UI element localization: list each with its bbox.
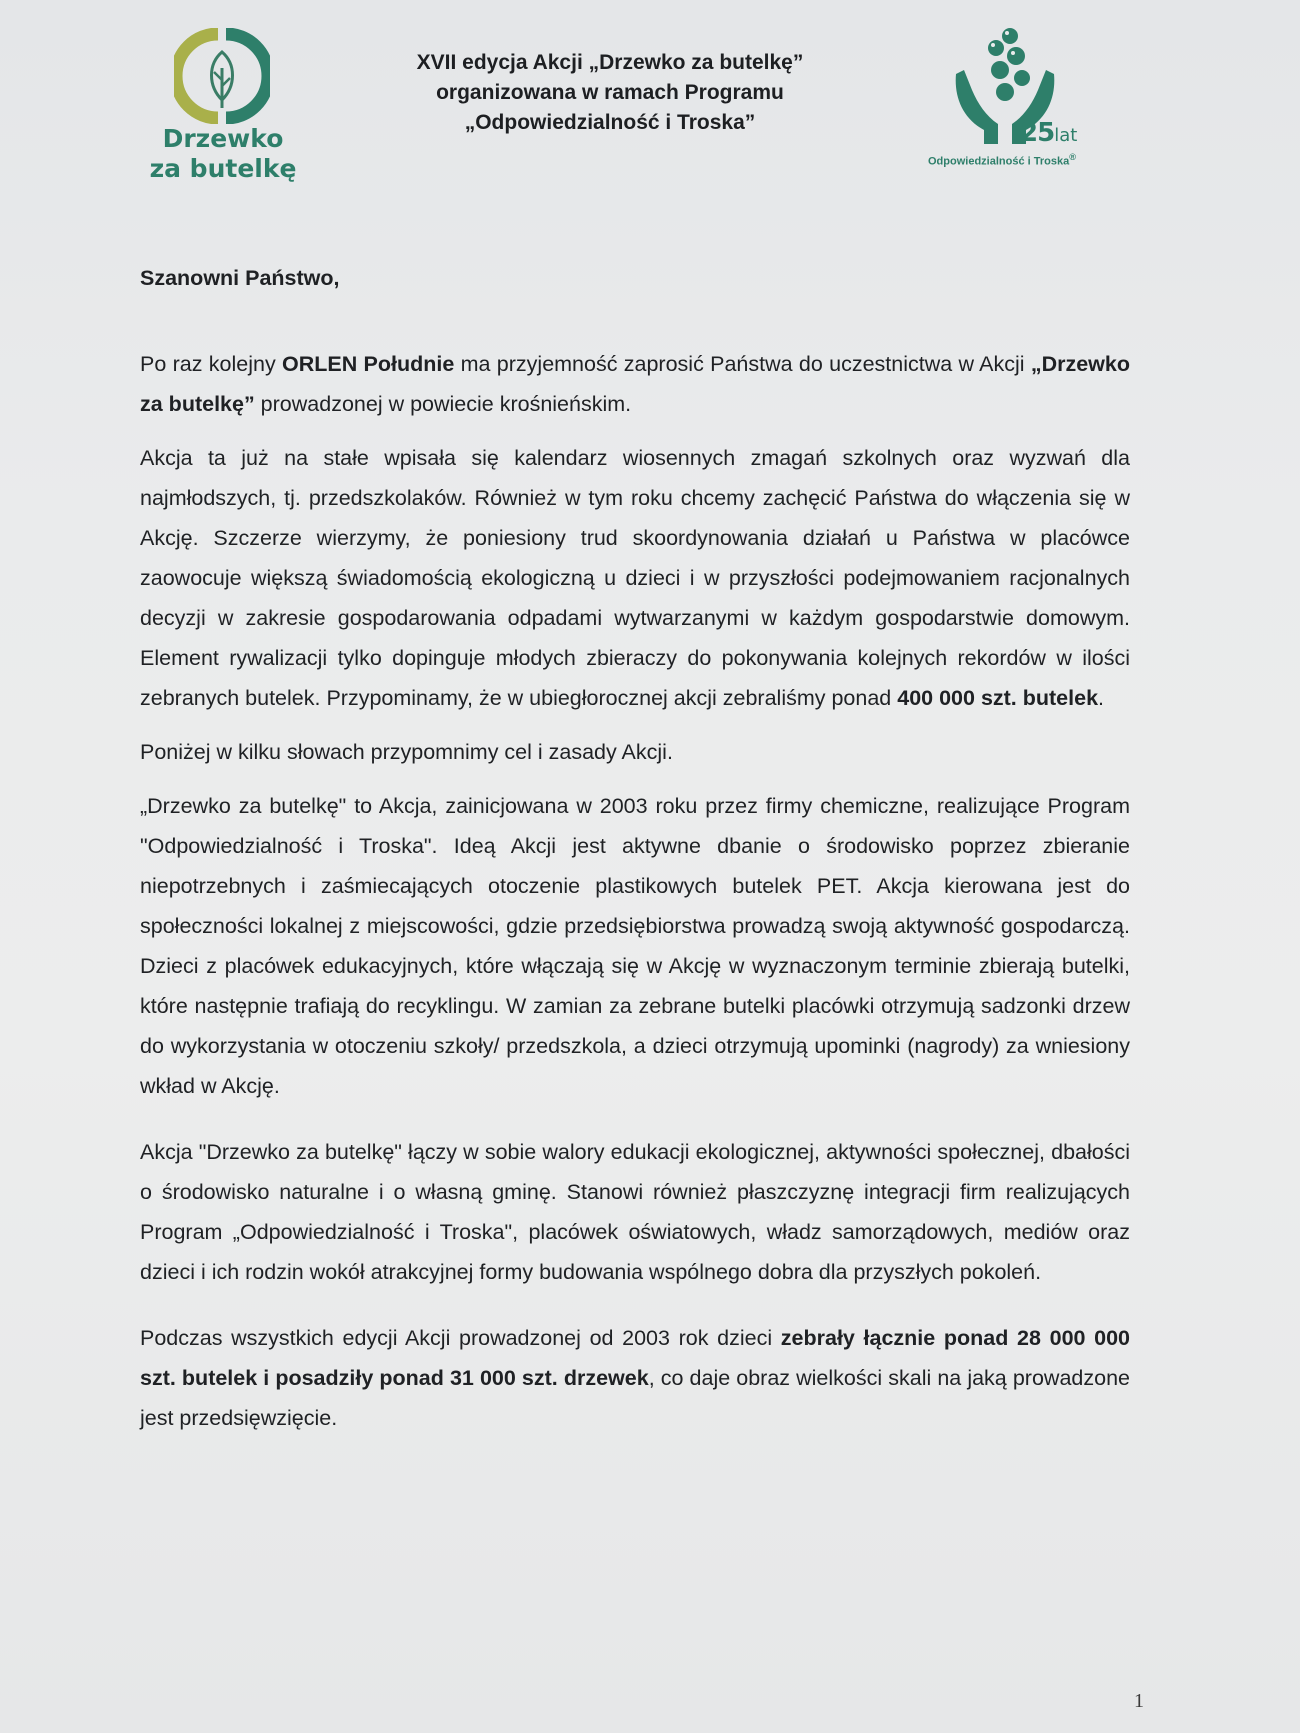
p1-text-c: ma przyjemność zaprosić Państwa do uczestnictwa w Akcji [454, 352, 1031, 376]
paragraph-reminder: Poniżej w kilku słowach przypomnimy cel i zasady Akcji. [140, 740, 673, 764]
title-line-1: XVII edycja Akcji „Drzewko za butelkę” [416, 51, 804, 74]
odpowiedzialnosc-logo [920, 26, 1130, 176]
years-number: 25 [1020, 118, 1055, 148]
paragraph-about: „Drzewko za butelkę" to Akcja, zainicjowana w 2003 roku przez firmy chemiczne, realizujące Program "Odpowiedzialność i Troska". Ideą Akcji jest aktywne dbanie o środowisko poprzez zbieranie niepotrzebnych i zaśmiecających otoczenie plastikowych butelek PET. Akcja kierowana jest do społeczności lokalnej z miejscowości, gdzie przedsiębiorstwa prowadzą swoją aktywność gospodarczą. Dzieci z placówek edukacyjnych, które włączają się w Akcję w wyznaczonym terminie zbierają butelki, które następnie trafiają do recyklingu. W zamian za zebrane butelki placówki otrzymują sadzonki drzew do wykorzystania w otoczeniu szkoły/ przedszkola, a dzieci otrzymują upominki (nagrody) za wniesiony wkład w Akcję. [140, 794, 1130, 1098]
paragraph-values: Akcja "Drzewko za butelkę" łączy w sobie walory edukacji ekologicznej, aktywności społecznej, dbałości o środowisko naturalne i o własną gminę. Stanowi również płaszczyznę integracji firm realizujących Program „Odpowiedzialność i Troska", placówek oświatowych, władz samorządowych, mediów oraz dzieci i ich rodzin wokół atrakcyjnej formy budowania wspólnego dobra dla przyszłych pokoleń. [140, 1140, 1130, 1284]
years-badge [1020, 118, 1077, 148]
p1-campaign-name: „Drzewko za butelkę” [140, 352, 1130, 416]
logo-line-1: Drzewko [162, 124, 284, 153]
p1-company: ORLEN Południe [282, 352, 455, 376]
salutation: Szanowni Państwo, [140, 266, 340, 290]
brand-text: Odpowiedzialność i Troska [928, 155, 1070, 168]
p2-bottle-count: 400 000 szt. butelek [897, 686, 1099, 710]
paragraph-invitation [140, 344, 1130, 424]
paragraph-calendar [140, 438, 1130, 718]
page-number: 1 [1134, 1690, 1144, 1712]
logo-line-2: za butelkę [149, 154, 297, 183]
p2-text-c: . [1098, 686, 1105, 710]
title-line-3: „Odpowiedzialność i Troska” [464, 111, 756, 134]
p2-text-a: Akcja ta już na stałe wpisała się kalendarz wiosennych zmagań szkolnych oraz wyzwań dla najmłodszych, tj. przedszkolaków. Również w tym roku chcemy zachęcić Państwa do włączenia się w Akcję. Szczerze wierzymy, że poniesiony trud skoordynowania działań u Państwa w placówce zaowocuje większą świadomością ekologiczną u dzieci i w przyszłości podejmowaniem racjonalnych decyzji w zakresie gospodarowania odpadami wytwarzanymi w każdym gospodarstwie domowym. Element rywalizacji tylko dopinguje młodych zbieraczy do pokonywania kolejnych rekordów w ilości zebranych butelek. Przypominamy, że w ubiegłorocznej akcji zebraliśmy ponad [140, 446, 1130, 710]
trademark-mark: ® [1069, 152, 1076, 162]
title-line-2: organizowana w ramach Programu [436, 81, 784, 104]
p6-text-c: , co daje obraz wielkości skali na jaką prowadzone jest przedsięwzięcie. [140, 1366, 1130, 1430]
leaf-ring-icon [174, 28, 270, 124]
years-suffix: lat [1054, 125, 1078, 146]
paragraph-totals [140, 1318, 1130, 1438]
p1-text-e: prowadzonej w powiecie krośnieńskim. [254, 392, 632, 416]
letter-body [140, 258, 1130, 1452]
edition-title [360, 48, 860, 138]
brand-name [928, 152, 1128, 168]
drzewko-logo [138, 28, 308, 188]
drzewko-logo-text [138, 124, 308, 184]
p6-totals: zebrały łącznie ponad 28 000 000 szt. butelek i posadziły ponad 31 000 szt. drzewek [140, 1326, 1131, 1390]
p6-text-a: Podczas wszystkich edycji Akcji prowadzonej od 2003 rok dzieci [140, 1326, 781, 1350]
p1-text-a: Po raz kolejny [140, 352, 282, 376]
